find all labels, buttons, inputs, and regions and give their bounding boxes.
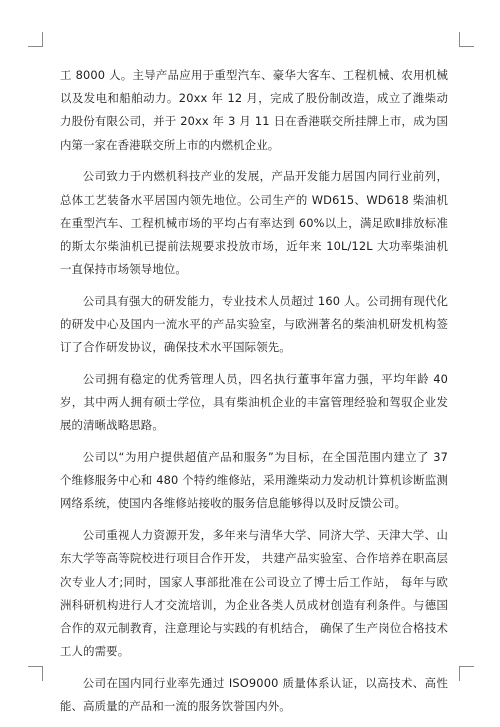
paragraph-2: 公司致力于内燃机科技产业的发展，产品开发能力居国内同行业前列，总体工艺装备水平居国内领先地位。公司生产的 WD615、WD618 柴油机在重型汽车、工程机械市场的平均占有率达到 60%以上，满足欧Ⅱ排放标准的斯太尔柴油机已提前法规要求投放市场，近年来 10L/12L 大功率柴油机一直保持市场领导地位。 — [60, 169, 448, 277]
document-body — [60, 64, 448, 727]
paragraph-5: 公司以“为用户提供超值产品和服务”为目标，在全国范围内建立了 37 个维修服务中心和 480 个特约维修站，采用潍柴动力发动机计算机诊断监测网络系统，使国内各维修站接收的服务信息能够得以及时反馈公司。 — [60, 450, 448, 511]
paragraph-1: 工 8000 人。主导产品应用于重型汽车、豪华大客车、工程机械、农用机械以及发电和船舶动力。20xx 年 12 月，完成了股份制改造，成立了潍柴动力股份有限公司，并于 20xx 年 3 月 11 日在香港联交所挂牌上市，成为国内第一家在香港联交所上市的内燃机企业。 — [60, 68, 448, 152]
paragraph-4: 公司拥有稳定的优秀管理人员，四名执行董事年富力强，平均年龄 40 岁，其中两人拥有硕士学位，具有柴油机企业的丰富管理经验和驾驭企业发展的清晰战略思路。 — [60, 371, 448, 433]
paragraph-6: 公司重视人力资源开发，多年来与清华大学、同济大学、天津大学、山东大学等高等院校进行项目合作开发， 共建产品实验室、合作培养在职高层次专业人才;同时，国家人事部批准在公司设立了博士后工作站， 每年与欧洲科研机构进行人才交流培训，为企业各类人员成材创造有利条件。与德国合作的双元制教育，注意理论与实践的有机结合， 确保了生产岗位合格技术工人的需要。 — [60, 528, 448, 659]
paragraph-7: 公司在国内同行业率先通过 ISO9000 质量体系认证，以高技术、高性能、高质量的产品和一流的服务饮誉国内外。 — [60, 675, 448, 714]
crop-mark-bottom-right — [459, 666, 474, 681]
crop-mark-top-left — [28, 32, 43, 47]
crop-mark-bottom-left — [28, 666, 43, 681]
crop-mark-top-right — [459, 32, 474, 47]
paragraph-3: 公司具有强大的研发能力，专业技术人员超过 160 人。公司拥有现代化的研发中心及国内一流水平的产品实验室，与欧洲著名的柴油机研发机构签订了合作研发协议，确保技术水平国际领先。 — [60, 293, 448, 355]
